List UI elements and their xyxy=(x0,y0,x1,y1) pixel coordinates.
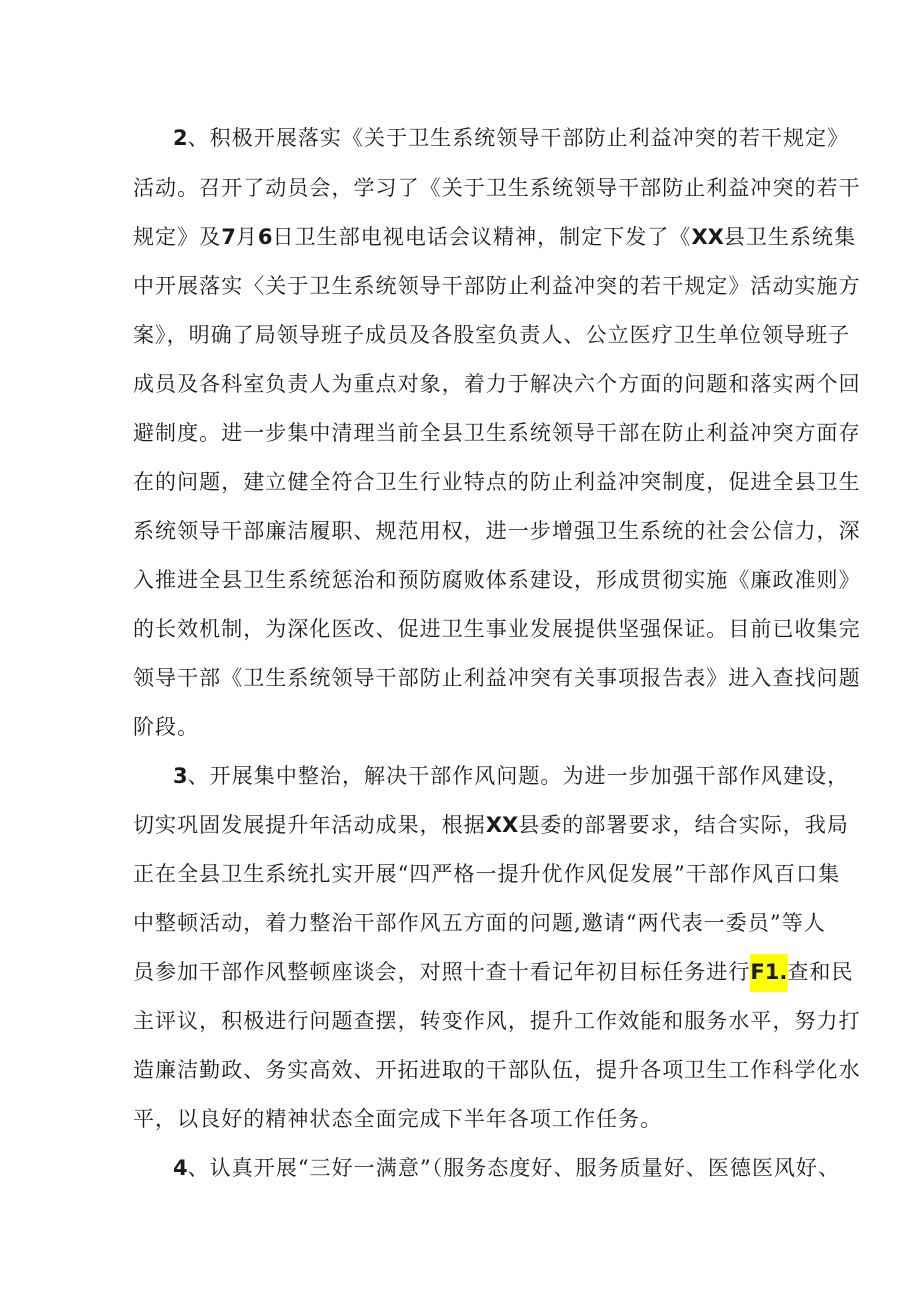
text-run: 避制度。进一步集中清理当前全县卫生系统领导干部在防止利益冲突方面存 xyxy=(133,421,861,445)
text-run: 主评议，积极进行问题查摆，转变作风，提升工作效能和服务水平，努力打 xyxy=(133,1009,861,1033)
text-line xyxy=(133,223,856,251)
text-run: 规定》及 xyxy=(133,225,222,249)
text-run: 、开展集中整治，解决干部作风问题。为进一步加强干部作风建设， xyxy=(187,764,850,788)
text-run: 、认真开展“三好一满意”（服务态度好、服务质量好、医德医风好、 xyxy=(187,1156,841,1180)
text-run: 入推进全县卫生系统惩治和预防腐败体系建设，形成贯彻实施《廉政准则》 xyxy=(133,568,861,592)
text-run: 、积极开展落实《关于卫生系统领导干部防止利益冲突的若干规定》 xyxy=(187,126,850,150)
highlighted-text: F1. xyxy=(750,954,787,992)
text-run-number: 6 xyxy=(257,225,273,249)
text-line xyxy=(133,713,199,741)
text-line xyxy=(133,909,826,937)
text-run: 日卫生部电视电话会议精神，制定下发了《 xyxy=(272,225,692,249)
text-line xyxy=(133,419,861,447)
text-run-latin: XX xyxy=(691,225,724,249)
text-run: 阶段。 xyxy=(133,715,200,739)
text-run: 造廉洁勤政、务实高效、开拓进取的干部队伍，提升各项卫生工作科学化水 xyxy=(133,1058,861,1082)
text-run-latin: XX xyxy=(485,813,519,837)
text-run: 查和民 xyxy=(787,960,854,984)
text-run: 县委的部署要求，结合实际，我局 xyxy=(518,813,849,837)
text-run: 案》，明确了局领导班子成员及各股室负责人、公立医疗卫生单位领导班子 xyxy=(133,323,851,347)
text-run: 活动。召开了动员会，学习了《关于卫生系统领导干部防止利益冲突的若干 xyxy=(133,176,861,200)
text-run: 平，以良好的精神状态全面完成下半年各项工作任务。 xyxy=(133,1107,663,1131)
text-line xyxy=(173,762,849,790)
text-line xyxy=(133,468,861,496)
text-run: 成员及各科室负责人为重点对象，着力于解决六个方面的问题和落实两个回 xyxy=(133,372,861,396)
text-line xyxy=(133,860,840,888)
paragraph-number: 4 xyxy=(173,1156,188,1180)
text-line xyxy=(173,1154,840,1182)
text-run-number: 7 xyxy=(221,225,236,249)
paragraph-number: 3 xyxy=(173,764,188,788)
text-line xyxy=(133,1105,662,1133)
text-line xyxy=(133,811,849,839)
text-run: 中开展落实〈关于卫生系统领导干部防止利益冲突的若干规定》活动实施方 xyxy=(133,274,861,298)
text-line xyxy=(133,321,850,349)
text-run: 领导干部《卫生系统领导干部防止利益冲突有关事项报告表》进入查找问题 xyxy=(133,666,861,690)
text-run: 正在全县卫生系统扎实开展“四严格一提升优作风促发展”干部作风百口集 xyxy=(133,862,841,886)
text-line xyxy=(133,615,861,643)
text-line xyxy=(133,174,861,202)
text-run: 员参加干部作风整顿座谈会，对照十查十看记年初目标任务进行 xyxy=(133,960,751,984)
text-line xyxy=(173,124,849,152)
text-line xyxy=(133,566,861,594)
text-line xyxy=(133,517,861,545)
text-line xyxy=(133,664,861,692)
text-line xyxy=(133,272,861,300)
text-run: 月 xyxy=(235,225,258,249)
text-run: 在的问题，建立健全符合卫生行业特点的防止利益冲突制度，促进全县卫生 xyxy=(133,470,861,494)
text-line xyxy=(133,1007,861,1035)
text-run: 县卫生系统集 xyxy=(723,225,857,249)
text-line xyxy=(133,958,854,986)
text-line xyxy=(133,370,861,398)
paragraph-number: 2 xyxy=(173,126,188,150)
text-run: 的长效机制，为深化医改、促进卫生事业发展提供坚强保证。目前已收集完 xyxy=(133,617,861,641)
text-run: 系统领导干部廉洁履职、规范用权，进一步增强卫生系统的社会公信力，深 xyxy=(133,519,861,543)
text-run: 切实巩固发展提升年活动成果，根据 xyxy=(133,813,486,837)
text-run: 中整顿活动，着力整治干部作风五方面的问题,邀请“两代表一委员”等人 xyxy=(133,911,826,935)
text-line xyxy=(133,1056,861,1084)
